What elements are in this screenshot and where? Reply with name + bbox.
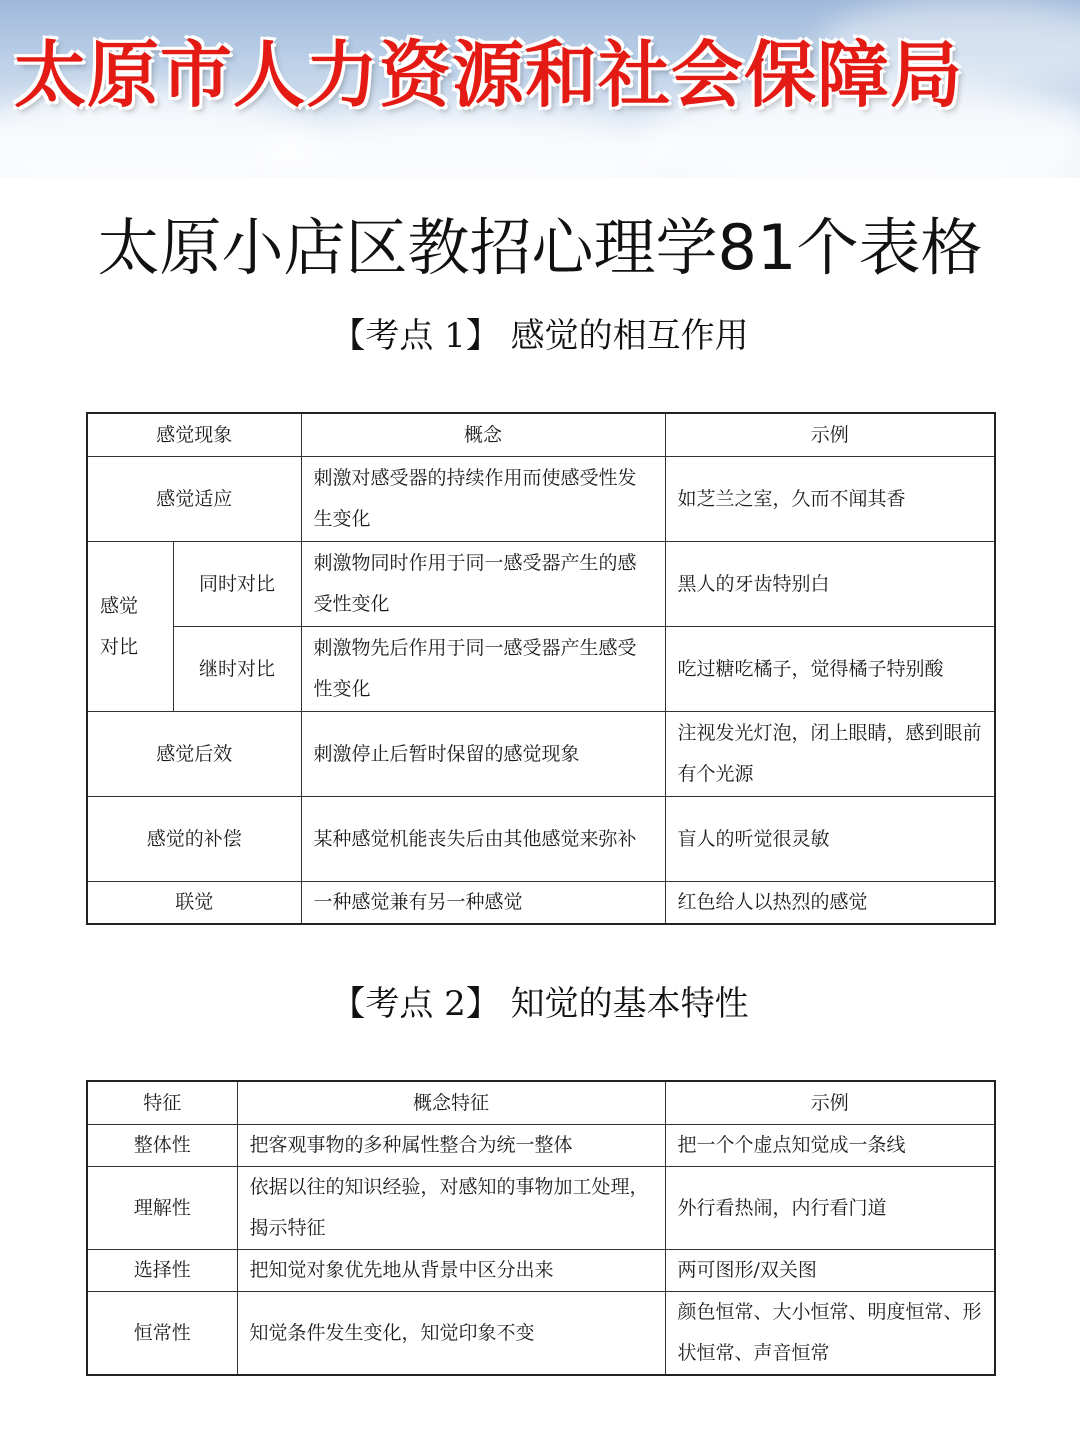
table-row — [87, 627, 995, 712]
feature-cell: 理解性 — [87, 1167, 237, 1250]
table-row — [87, 542, 995, 627]
table-row — [87, 882, 995, 925]
column-header: 示例 — [665, 1081, 995, 1125]
concept-cell: 刺激物先后作用于同一感受器产生感受性变化 — [301, 627, 665, 712]
example-cell: 红色给人以热烈的感觉 — [665, 882, 995, 925]
table-header-row — [87, 1081, 995, 1125]
bureau-name: 太原市人力资源和社会保障局 — [14, 33, 964, 117]
group-cell — [87, 542, 173, 712]
table-row — [87, 1167, 995, 1250]
column-header: 概念特征 — [237, 1081, 665, 1125]
sensation-interaction-table — [86, 412, 996, 925]
example-cell: 两可图形/双关图 — [665, 1250, 995, 1292]
example-cell: 把一个个虚点知觉成一条线 — [665, 1125, 995, 1167]
concept-cell: 一种感觉兼有另一种感觉 — [301, 882, 665, 925]
table-row — [87, 457, 995, 542]
concept-cell: 依据以往的知识经验，对感知的事物加工处理，揭示特征 — [237, 1167, 665, 1250]
phenomenon-cell: 感觉的补偿 — [87, 797, 301, 882]
concept-cell: 把客观事物的多种属性整合为统一整体 — [237, 1125, 665, 1167]
concept-cell: 刺激物同时作用于同一感受器产生的感受性变化 — [301, 542, 665, 627]
concept-cell: 把知觉对象优先地从背景中区分出来 — [237, 1250, 665, 1292]
example-cell: 注视发光灯泡，闭上眼睛，感到眼前有个光源 — [665, 712, 995, 797]
header-banner — [0, 0, 1080, 178]
column-header: 感觉现象 — [87, 413, 301, 457]
example-cell: 黑人的牙齿特别白 — [665, 542, 995, 627]
concept-cell: 知觉条件发生变化，知觉印象不变 — [237, 1292, 665, 1376]
perception-properties-table — [86, 1080, 996, 1376]
table-header-row — [87, 413, 995, 457]
column-header: 概念 — [301, 413, 665, 457]
column-header: 特征 — [87, 1081, 237, 1125]
section-1-heading: 【考点 1】 感觉的相互作用 — [331, 316, 749, 356]
concept-cell: 某种感觉机能丧失后由其他感觉来弥补 — [301, 797, 665, 882]
table-row — [87, 1250, 995, 1292]
feature-cell: 选择性 — [87, 1250, 237, 1292]
feature-cell: 整体性 — [87, 1125, 237, 1167]
phenomenon-cell: 同时对比 — [173, 542, 301, 627]
example-cell: 吃过糖吃橘子，觉得橘子特别酸 — [665, 627, 995, 712]
group-label: 感觉对比 — [100, 594, 139, 658]
concept-cell: 刺激对感受器的持续作用而使感受性发生变化 — [301, 457, 665, 542]
column-header: 示例 — [665, 413, 995, 457]
phenomenon-cell: 感觉后效 — [87, 712, 301, 797]
example-cell: 外行看热闹，内行看门道 — [665, 1167, 995, 1250]
table-row — [87, 712, 995, 797]
section-2-heading: 【考点 2】 知觉的基本特性 — [331, 984, 749, 1024]
document-title: 太原小店区教招心理学81个表格 — [97, 211, 983, 284]
phenomenon-cell: 联觉 — [87, 882, 301, 925]
example-cell: 如芝兰之室，久而不闻其香 — [665, 457, 995, 542]
example-cell: 颜色恒常、大小恒常、明度恒常、形状恒常、声音恒常 — [665, 1292, 995, 1376]
table-row — [87, 797, 995, 882]
phenomenon-cell: 继时对比 — [173, 627, 301, 712]
phenomenon-cell: 感觉适应 — [87, 457, 301, 542]
feature-cell: 恒常性 — [87, 1292, 237, 1376]
concept-cell: 刺激停止后暂时保留的感觉现象 — [301, 712, 665, 797]
table-row — [87, 1125, 995, 1167]
example-cell: 盲人的听觉很灵敏 — [665, 797, 995, 882]
table-row — [87, 1292, 995, 1376]
